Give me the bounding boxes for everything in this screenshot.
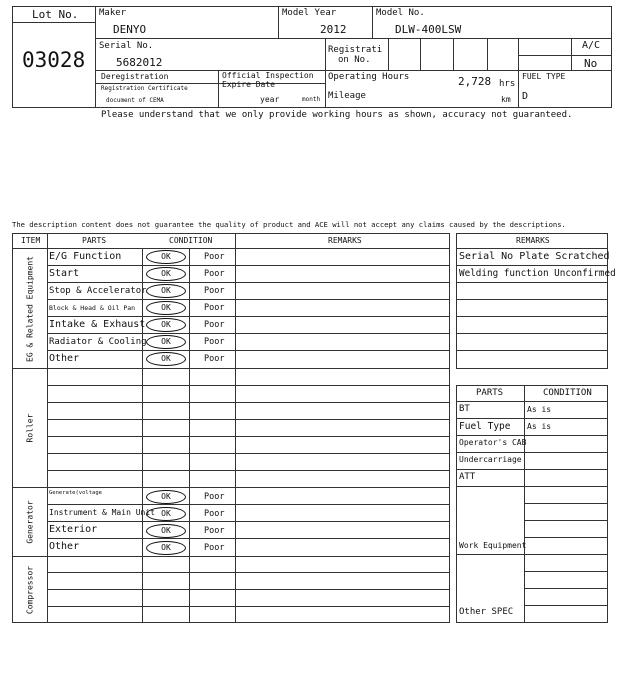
model-no-value: DLW-400LSW — [395, 23, 462, 36]
generator-row-label: Exterior — [49, 524, 98, 535]
ok-circled-mark: OK — [146, 352, 186, 366]
model-year-value: 2012 — [320, 23, 347, 36]
cema-document-label: document of CEMA — [106, 97, 164, 104]
eg-row-label: Intake & Exhaust — [49, 319, 146, 330]
ok-circled-mark: OK — [146, 250, 186, 264]
registration-label-line1: Registrati — [328, 45, 383, 55]
right-part-label: Operator's CAB — [459, 438, 527, 447]
section-label-roller: Roller — [25, 413, 35, 443]
eg-row-label: Stop & Accelerator — [49, 286, 147, 296]
poor-option: Poor — [204, 509, 225, 519]
parts-header: PARTS — [82, 236, 107, 245]
year-label: year — [260, 95, 280, 104]
ok-circled-mark: OK — [146, 524, 186, 538]
operating-hours-value: 2,728 — [458, 75, 492, 88]
lot-label: Lot No. — [32, 8, 79, 21]
ac-value: No — [584, 57, 598, 70]
lot-number: 03028 — [22, 48, 86, 72]
eg-row-label: Other — [49, 353, 80, 364]
fuel-type-label: FUEL TYPE — [522, 72, 566, 81]
ok-circled-mark: OK — [146, 301, 186, 315]
right-part-condition: As is — [527, 405, 552, 414]
registration-label-line2: on No. — [338, 55, 371, 65]
disclaimer-text: The description content does not guarantee the quality of product and ACE will not accept any claims caused by the descriptions. — [12, 220, 566, 229]
generator-row-label: Instrument & Main Unit — [49, 508, 155, 517]
inspection-label-line2: Expire Date — [222, 80, 275, 89]
remarks-header: REMARKS — [328, 236, 362, 245]
deregistration-label: Deregistration — [101, 72, 169, 81]
maker-value: DENYO — [113, 23, 147, 36]
poor-option: Poor — [204, 354, 225, 364]
remark-serial-plate: Serial No Plate Scratched — [459, 251, 610, 262]
right-part-label: ATT — [459, 472, 476, 482]
model-year-label: Model Year — [282, 8, 337, 18]
ac-label: A/C — [582, 40, 601, 51]
registration-certificate-label: Registration Certificate — [101, 85, 188, 92]
serial-value: 5682012 — [116, 56, 163, 69]
right-parts-header: PARTS — [476, 388, 504, 398]
month-label: month — [302, 96, 321, 103]
section-label-eg: EG & Related Equipment — [25, 256, 35, 362]
generator-row-label: Generate(voltage — [49, 490, 102, 496]
poor-option: Poor — [204, 526, 225, 536]
right-part-label: BT — [459, 404, 470, 414]
ok-circled-mark: OK — [146, 507, 186, 521]
poor-option: Poor — [204, 320, 225, 330]
other-spec-label: Other SPEC — [459, 607, 514, 617]
serial-label: Serial No. — [99, 41, 154, 51]
operating-hours-label: Operating Hours — [328, 72, 410, 82]
remarks-header-right: REMARKS — [516, 236, 550, 245]
hrs-label: hrs — [499, 79, 516, 89]
remark-welding: Welding function Unconfirmed — [459, 268, 616, 279]
ok-circled-mark: OK — [146, 318, 186, 332]
maker-label: Maker — [99, 8, 127, 18]
poor-option: Poor — [204, 492, 225, 502]
right-part-label: Fuel Type — [459, 421, 511, 432]
ok-circled-mark: OK — [146, 541, 186, 555]
poor-option: Poor — [204, 269, 225, 279]
poor-option: Poor — [204, 252, 225, 262]
poor-option: Poor — [204, 303, 225, 313]
ok-circled-mark: OK — [146, 267, 186, 281]
section-label-compressor: Compressor — [25, 565, 35, 615]
eg-row-label: Radiator & Cooling — [49, 337, 147, 347]
right-part-condition: As is — [527, 422, 552, 431]
eg-row-label: Block & Head & Oil Pan — [49, 304, 136, 312]
item-header: ITEM — [21, 236, 41, 245]
section-label-generator: Generator — [25, 500, 35, 544]
fuel-type-value: D — [522, 91, 529, 102]
right-condition-header: CONDITION — [543, 388, 592, 398]
work-equipment-label: Work Equipment — [459, 541, 527, 550]
ok-circled-mark: OK — [146, 284, 186, 298]
poor-option: Poor — [204, 286, 225, 296]
eg-row-label: Start — [49, 268, 80, 279]
inspection-label-line1: Official Inspection — [222, 71, 314, 80]
condition-header: CONDITION — [169, 236, 213, 245]
mileage-label: Mileage — [328, 91, 366, 101]
poor-option: Poor — [204, 337, 225, 347]
model-no-label: Model No. — [376, 8, 425, 18]
generator-row-label: Other — [49, 541, 80, 552]
km-label: km — [501, 95, 511, 104]
poor-option: Poor — [204, 543, 225, 553]
eg-row-label: E/G Function — [49, 251, 122, 262]
ok-circled-mark: OK — [146, 335, 186, 349]
ok-circled-mark: OK — [146, 490, 186, 504]
hours-note: Please understand that we only provide working hours as shown, accuracy not guaranteed. — [101, 110, 573, 120]
right-part-label: Undercarriage — [459, 455, 522, 464]
